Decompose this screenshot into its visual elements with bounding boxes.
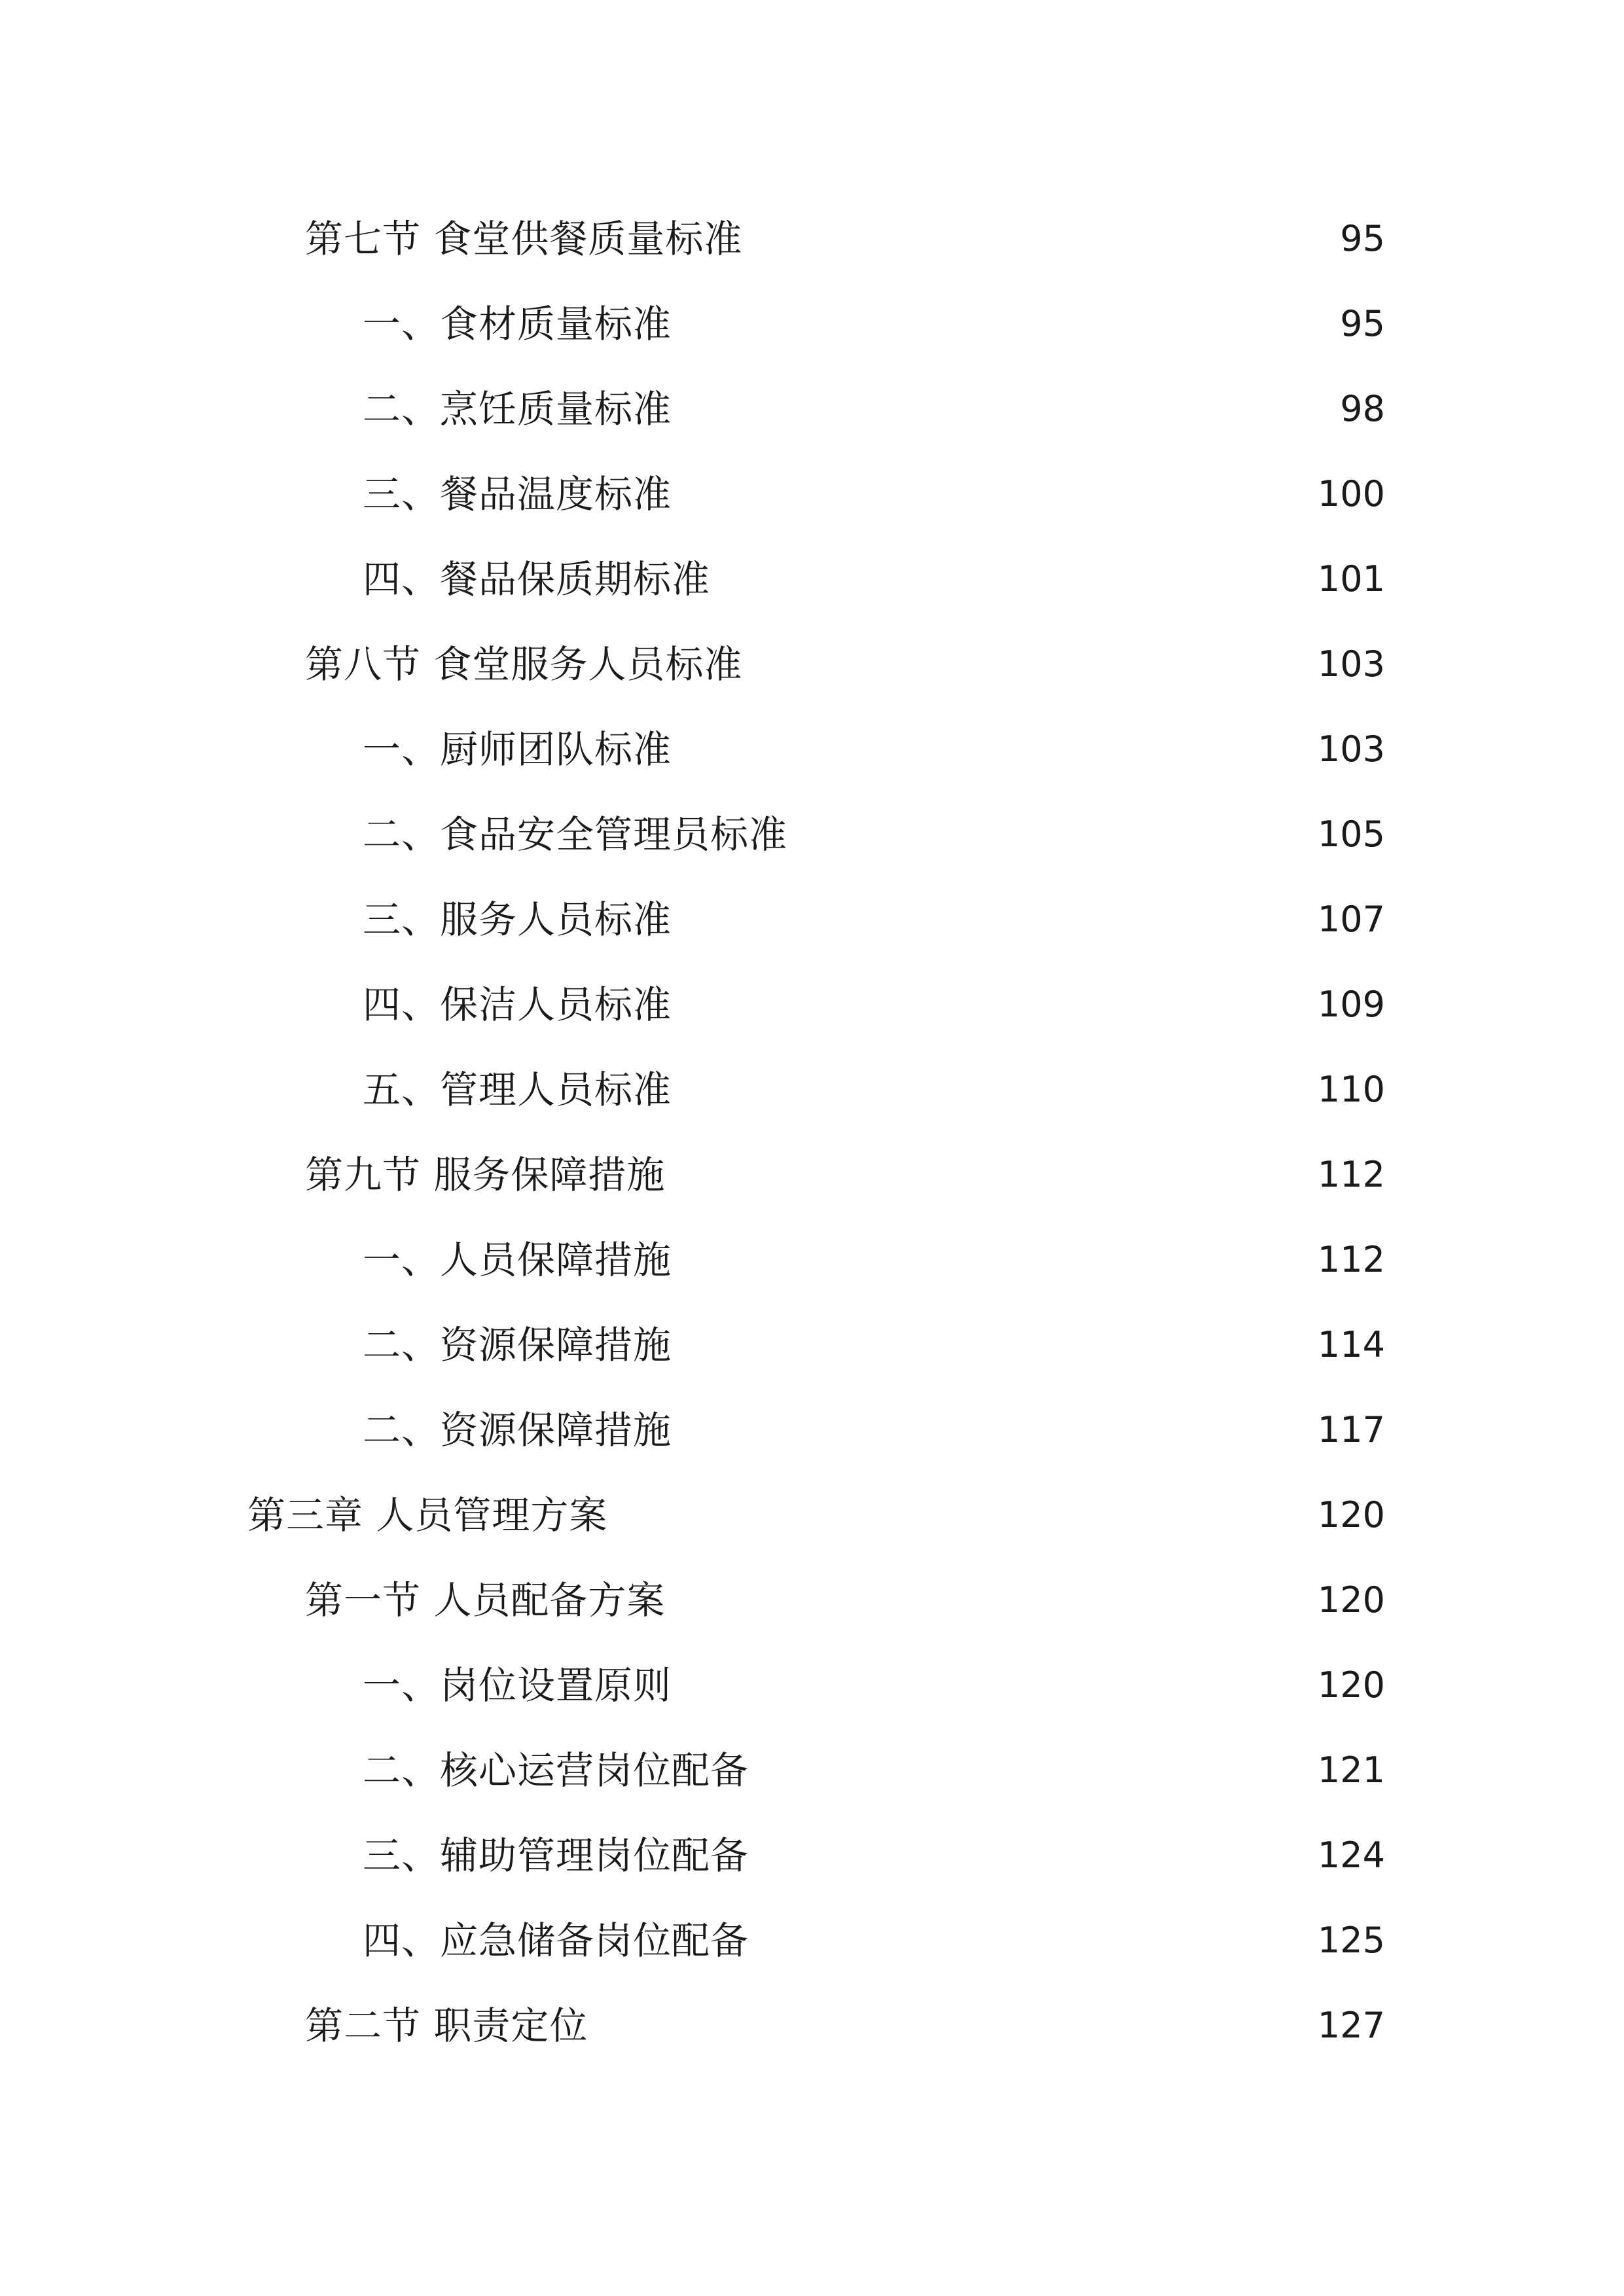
toc-entry-title: 第二节 职责定位 bbox=[305, 2003, 588, 2048]
toc-entry[interactable] bbox=[0, 203, 1624, 275]
toc-entry[interactable] bbox=[0, 288, 1624, 360]
toc-entry-title: 第三章 人员管理方案 bbox=[247, 1493, 608, 1537]
toc-entry-page-number: 120 bbox=[1317, 1494, 1385, 1535]
toc-entry[interactable] bbox=[0, 1990, 1624, 2062]
toc-entry-title: 三、辅助管理岗位配备 bbox=[363, 1833, 749, 1878]
toc-entry[interactable] bbox=[0, 1649, 1624, 1721]
toc-entry[interactable] bbox=[0, 1905, 1624, 1977]
toc-entry[interactable] bbox=[0, 1564, 1624, 1636]
toc-entry-page-number: 95 bbox=[1340, 303, 1385, 344]
toc-entry-page-number: 114 bbox=[1317, 1324, 1385, 1365]
toc-entry-title: 第七节 食堂供餐质量标准 bbox=[305, 217, 743, 261]
toc-entry[interactable] bbox=[0, 458, 1624, 530]
toc-entry-title: 二、核心运营岗位配备 bbox=[363, 1748, 749, 1793]
toc-entry[interactable] bbox=[0, 884, 1624, 956]
toc-entry-page-number: 110 bbox=[1317, 1069, 1385, 1110]
toc-entry-title: 一、人员保障措施 bbox=[363, 1238, 672, 1282]
toc-entry-page-number: 101 bbox=[1317, 558, 1385, 600]
toc-entry-page-number: 95 bbox=[1340, 218, 1385, 259]
toc-entry-title: 二、资源保障措施 bbox=[363, 1408, 672, 1452]
toc-entry[interactable] bbox=[0, 1054, 1624, 1126]
toc-entry[interactable] bbox=[0, 1734, 1624, 1806]
toc-entry[interactable] bbox=[0, 1479, 1624, 1551]
toc-entry-title: 二、资源保障措施 bbox=[363, 1323, 672, 1367]
toc-entry-page-number: 112 bbox=[1317, 1239, 1385, 1280]
toc-entry-title: 第九节 服务保障措施 bbox=[305, 1153, 666, 1197]
toc-entry-title: 五、管理人员标准 bbox=[363, 1067, 672, 1112]
toc-entry[interactable] bbox=[0, 628, 1624, 700]
toc-entry-title: 第八节 食堂服务人员标准 bbox=[305, 642, 743, 687]
toc-entry[interactable] bbox=[0, 1224, 1624, 1296]
toc-entry-title: 一、食材质量标准 bbox=[363, 302, 672, 346]
toc-entry-title: 四、应急储备岗位配备 bbox=[363, 1918, 749, 1963]
toc-entry-page-number: 121 bbox=[1317, 1749, 1385, 1791]
toc-entry[interactable] bbox=[0, 798, 1624, 870]
toc-entry-title: 二、烹饪质量标准 bbox=[363, 387, 672, 431]
toc-entry-page-number: 109 bbox=[1317, 984, 1385, 1025]
toc-entry-title: 三、餐品温度标准 bbox=[363, 472, 672, 516]
toc-entry-page-number: 107 bbox=[1317, 899, 1385, 940]
toc-entry-title: 一、岗位设置原则 bbox=[363, 1663, 672, 1708]
toc-entry-title: 二、食品安全管理员标准 bbox=[363, 812, 788, 857]
toc-entry-title: 三、服务人员标准 bbox=[363, 897, 672, 942]
toc-entry-page-number: 105 bbox=[1317, 814, 1385, 855]
toc-entry[interactable] bbox=[0, 373, 1624, 445]
toc-entry-page-number: 127 bbox=[1317, 2005, 1385, 2046]
toc-entry[interactable] bbox=[0, 713, 1624, 785]
toc-entry-page-number: 120 bbox=[1317, 1664, 1385, 1706]
toc-entry-title: 一、厨师团队标准 bbox=[363, 727, 672, 772]
toc-entry[interactable] bbox=[0, 1394, 1624, 1466]
toc-entry[interactable] bbox=[0, 1820, 1624, 1892]
toc-entry[interactable] bbox=[0, 969, 1624, 1041]
toc-entry-page-number: 124 bbox=[1317, 1835, 1385, 1876]
toc-entry-page-number: 112 bbox=[1317, 1154, 1385, 1195]
toc-entry-page-number: 117 bbox=[1317, 1409, 1385, 1450]
toc-entry[interactable] bbox=[0, 543, 1624, 615]
toc-entry[interactable] bbox=[0, 1139, 1624, 1211]
toc-entry-title: 第一节 人员配备方案 bbox=[305, 1578, 666, 1623]
toc-entry-page-number: 98 bbox=[1340, 388, 1385, 429]
toc-entry-page-number: 100 bbox=[1317, 473, 1385, 514]
toc-entry-page-number: 120 bbox=[1317, 1579, 1385, 1621]
toc-entry-page-number: 103 bbox=[1317, 728, 1385, 770]
toc-entry-page-number: 103 bbox=[1317, 643, 1385, 685]
toc-entry-title: 四、保洁人员标准 bbox=[363, 982, 672, 1027]
toc-entry-page-number: 125 bbox=[1317, 1920, 1385, 1961]
toc-entry-title: 四、餐品保质期标准 bbox=[363, 557, 711, 601]
toc-entry[interactable] bbox=[0, 1309, 1624, 1381]
